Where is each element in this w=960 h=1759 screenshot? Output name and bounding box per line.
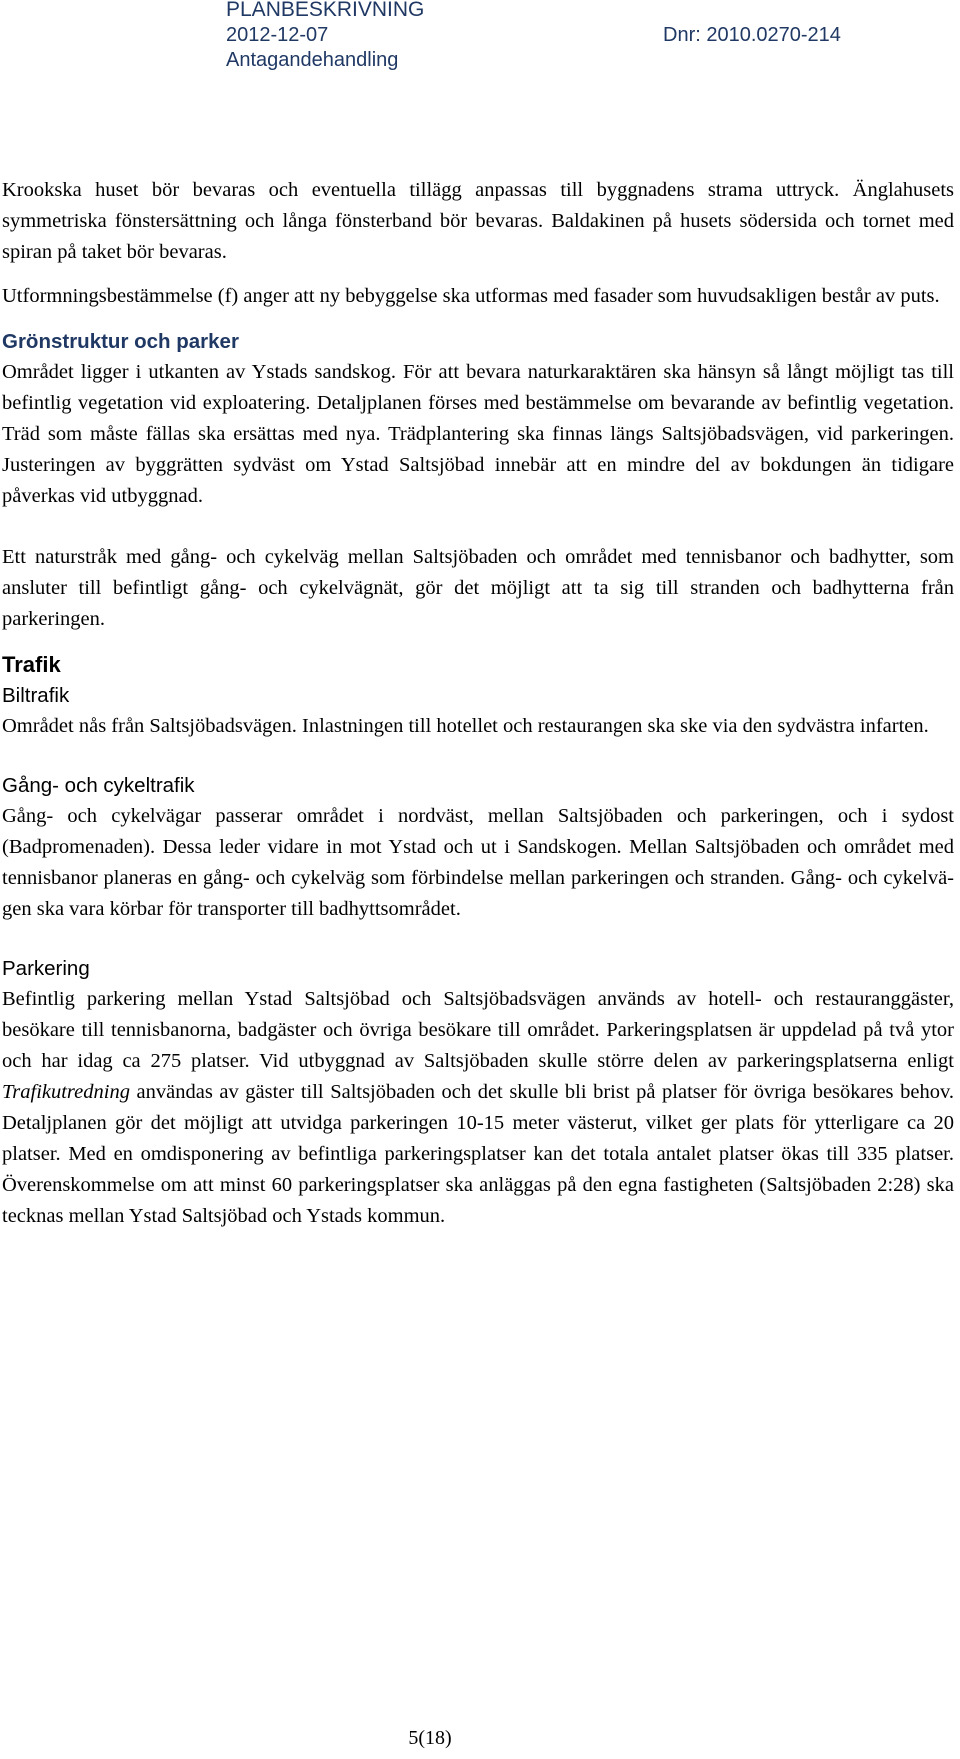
header-title: PLANBESKRIVNING <box>226 0 425 21</box>
heading-trafik: Trafik <box>2 652 61 677</box>
page-number: 5(18) <box>408 1727 452 1749</box>
paragraph-utformning: Utformningsbestämmelse (f) anger att ny bebyggelse ska utformas med fasader som huvudsakligen består av puts. <box>2 285 940 307</box>
parkering-text-a: Befintlig parkering mellan Ystad Saltsjöbad och Saltsjöbadsvägen används av hotell- och restauranggäster, besökare till tennisbanorna, badgäster och övriga besökare till området. Parkeringsplatsen är uppdelad på två ytor och har idag ca 275 platser. Vid utbyggnad av Saltsjöbaden skulle större delen av parkeringsplatserna enligt <box>2 988 954 1072</box>
heading-parkering: Parkering <box>2 957 90 980</box>
paragraph-naturstrak: Ett naturstråk med gång- och cykelväg mellan Saltsjöbaden och området med tennisbanor och badhytter, som ansluter till befintligt gång- och cykelvägnät, gör det möjligt att ta sig till stranden och badhytterna från parkeringen. <box>2 546 954 630</box>
header-dnr: Dnr: 2010.0270-214 <box>663 24 841 46</box>
heading-gronstruktur: Grönstruktur och parker <box>2 330 239 353</box>
parkering-text-b: användas av gäster till Saltsjöbaden och det skulle bli brist på platser för övriga besökares behov. Detaljplanen gör det möjligt att utvidga parkeringen 10-15 meter västerut, vilket ger plats för ytterligare ca 20 platser. Med en omdisponering av befintliga parkeringsplatser kan det totala antalet platser ökas till 335 platser. Överenskommelse om att minst 60 parkeringsplatser ska anläggas på den egna fastigheten (Saltsjöbaden 2:28) ska tecknas mellan Ystad Saltsjöbad och Ystads kommun. <box>2 1081 954 1227</box>
header-date: 2012-12-07 <box>226 24 329 46</box>
paragraph-biltrafik: Området nås från Saltsjöbadsvägen. Inlastningen till hotellet och restaurangen ska ske via den sydvästra infarten. <box>2 715 929 737</box>
paragraph-gang-cykel: Gång- och cykelvägar passerar området i nordväst, mellan Saltsjöbaden och parkeringen, och i sydost (Badpromenaden). Dessa leder vidare in mot Ystad och ut i Sandskogen. Mellan Saltsjöbaden och området med tennisbanor planeras en gång- och cykelväg som förbindelse mellan parkeringen och stranden. Gång- och cykelvägen ska vara körbar för transporter till badhyttsområdet. <box>2 805 954 920</box>
header-subtitle: Antagandehandling <box>226 49 399 71</box>
paragraph-gronstruktur: Området ligger i utkanten av Ystads sandskog. För att bevara naturkaraktären ska hänsyn så långt möjligt tas till befintlig vegetation vid exploatering. Detaljplanen förses med bestämmelse om bevarande av befintlig vegetation. Träd som måste fällas ska ersättas med nya. Trädplantering ska finnas längs Saltsjöbadsvägen, vid parkeringen. Justeringen av byggrätten sydväst om Ystad Saltsjöbad innebär att en mindre del av bokdungen än tidigare påverkas vid utbyggnad. <box>2 361 954 507</box>
trafikutredning-title: Trafikutredning <box>2 1081 130 1103</box>
paragraph-parkering <box>2 984 954 1232</box>
heading-biltrafik: Biltrafik <box>2 684 70 707</box>
paragraph-krookska: Krookska huset bör bevaras och eventuella tillägg anpassas till byggnadens strama uttryck. Änglahusets symmetriska fönstersättning och långa fönsterband bör bevaras. Baldakinen på husets södersida och tornet med spiran på taket bör bevaras. <box>2 179 954 263</box>
heading-gang-cykel: Gång- och cykeltrafik <box>2 774 195 797</box>
page-body <box>2 175 954 1232</box>
